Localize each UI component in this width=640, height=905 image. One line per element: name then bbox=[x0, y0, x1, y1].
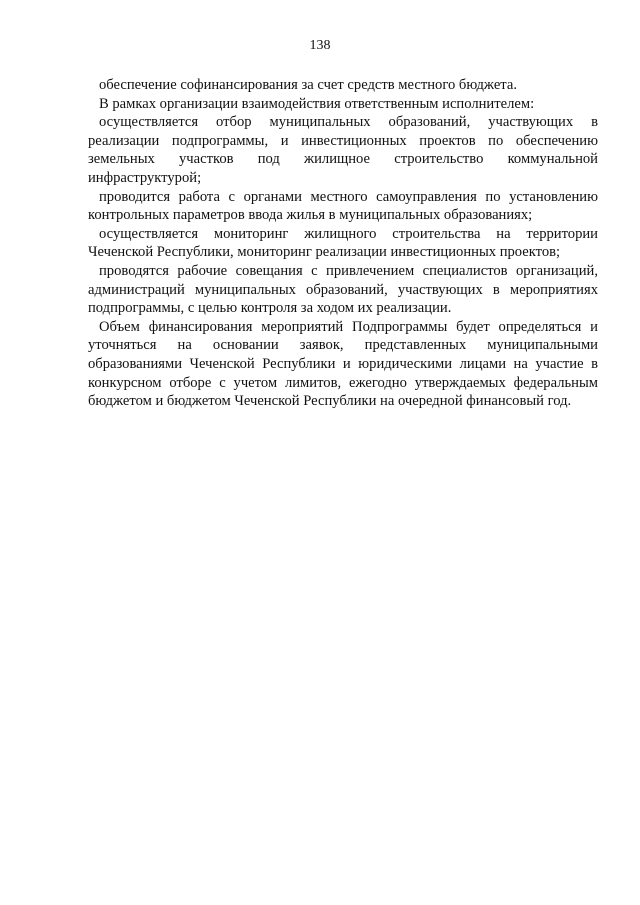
paragraph-selection: осуществляется отбор муниципальных образований, участвующих в реализации подпрограммы, и инвестиционных проектов по обеспечению земельных участков под жилищное строительство коммунальной инфраструктурой; bbox=[88, 114, 598, 186]
paragraph-monitoring: осуществляется мониторинг жилищного строительства на территории Чеченской Республики, мониторинг реализации инвестиционных проектов; bbox=[88, 225, 598, 261]
paragraph-meetings: проводятся рабочие совещания с привлечением специалистов организаций, администраций муниципальных образований, участвующих в мероприятиях подпрограммы, с целью контроля за ходом их реализации. bbox=[88, 262, 598, 317]
paragraph-local-government-work: проводится работа с органами местного самоуправления по установлению контрольных параметров ввода жилья в муниципальных образованиях; bbox=[88, 188, 598, 224]
document-body bbox=[88, 76, 598, 411]
paragraph-cofinancing: обеспечение софинансирования за счет средств местного бюджета. bbox=[99, 77, 517, 93]
paragraph-interaction-intro: В рамках организации взаимодействия ответственным исполнителем: bbox=[99, 95, 535, 112]
page-number: 138 bbox=[309, 38, 331, 53]
paragraph-financing-volume: Объем финансирования мероприятий Подпрограммы будет определяться и уточняться на основании заявок, представленных муниципальными образованиями Чеченской Республики и юридическими лицами на участие в конкурсном отборе с учетом лимитов, ежегодно утверждаемых федеральным бюджетом и бюджетом Чеченской Республики на очередной финансовый год. bbox=[88, 318, 598, 410]
